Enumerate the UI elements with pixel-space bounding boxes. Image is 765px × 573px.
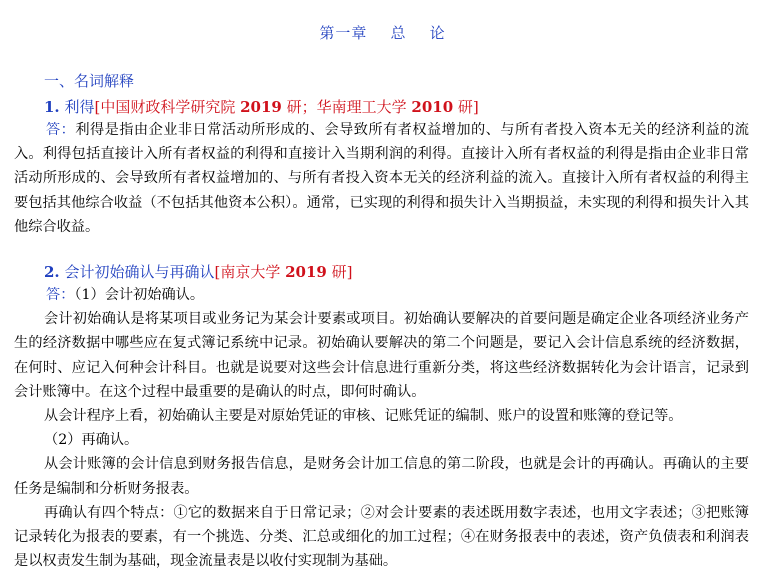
term-source: [中国财政科学研究院 2019 研；华南理工大学 2010 研] [94,98,479,116]
paragraph: 从会计程序上看，初始确认主要是对原始凭证的审核、记账凭证的编制、账户的设置和账簿的登记等。 [44,408,683,425]
term-answer-2 [14,283,749,573]
term-name: 会计初始确认与再确认 [64,263,215,281]
term-heading-1 [44,96,479,117]
chapter-title: 第一章 总 论 [319,24,446,42]
paragraph: 再确认有四个特点：①它的数据来自于日常记录；②对会计要素的表述既用数字表述，也用文字表述；③把账簿记录转化为报表的要素，有一个挑选、分类、汇总或细化的加工过程；④在财务报表中的表述，资产负债表和利润表是以权责发生制为基础，现金流量表是以收付实现制为基础。 [14,504,749,570]
sub-heading: （2）再确认。 [44,432,139,449]
answer-label: 答： [46,287,75,303]
answer-label: 答： [46,122,76,138]
term-heading-2 [44,261,352,282]
term-number: 1. [44,98,60,116]
term-number: 2. [44,263,60,281]
term-answer-1 [14,118,749,239]
answer-first-line: （1）会计初始确认。 [74,287,205,303]
answer-text: 利得是指由企业非日常活动所形成的、会导致所有者权益增加的、与所有者投入资本无关的经济利益的流入。利得包括直接计入所有者权益的利得和直接计入当期利润的利得。直接计入所有者权益的利得是指由企业非日常活动所形成的、会导致所有者权益增加的、与所有者投入资本无关的经济利益的流入。直接计入所有者权益的利得主要包括其他综合收益（不包括其他资本公积）。通常，已实现的利得和损失计入当期损益，未实现的利得和损失计入其他综合收益。 [14,122,749,235]
section-heading: 一、名词解释 [44,72,135,90]
term-name: 利得 [64,98,95,116]
paragraph: 会计初始确认是将某项目或业务记为某会计要素或项目。初始确认要解决的首要问题是确定企业各项经济业务产生的经济数据中哪些应在复式簿记系统中记录。初始确认要解决的第二个问题是，要记入会计信息系统的经济数据，在何时、应记入何种会计科目。也就是说要对这些会计信息进行重新分类，将这些经济数据转化为会计语言，记录到会计账簿中。在这个过程中最重要的是确认的时点，即何时确认。 [14,311,749,400]
paragraph: 从会计账簿的会计信息到财务报告信息，是财务会计加工信息的第二阶段，也就是会计的再确认。再确认的主要任务是编制和分析财务报表。 [14,456,749,497]
term-source: [南京大学 2019 研] [214,263,353,281]
